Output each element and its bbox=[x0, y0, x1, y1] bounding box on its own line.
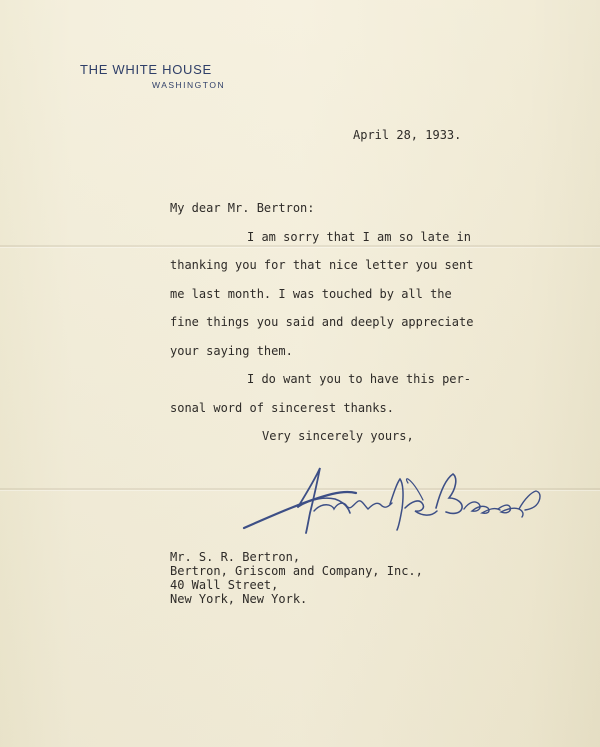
address-line: New York, New York. bbox=[170, 592, 308, 606]
address-line: Mr. S. R. Bertron, bbox=[170, 550, 301, 564]
signature-stroke bbox=[407, 479, 424, 500]
letterhead bbox=[80, 62, 260, 92]
signature-stroke bbox=[436, 474, 462, 513]
signature bbox=[240, 465, 550, 535]
body-line: me last month. I was touched by all the bbox=[170, 287, 452, 301]
closing: Very sincerely yours, bbox=[262, 429, 414, 443]
letterhead-location: WASHINGTON bbox=[152, 80, 226, 90]
body-line: I am sorry that I am so late in bbox=[247, 230, 471, 244]
signature-stroke bbox=[314, 501, 392, 511]
paper-fold-line bbox=[0, 245, 600, 247]
body-line: your saying them. bbox=[170, 344, 293, 358]
signature-stroke bbox=[464, 502, 500, 513]
body-line: I do want you to have this per- bbox=[247, 372, 471, 386]
address-line: Bertron, Griscom and Company, Inc., bbox=[170, 564, 423, 578]
signature-stroke bbox=[405, 501, 437, 515]
letterhead-name: THE WHITE HOUSE bbox=[80, 62, 212, 77]
body-line: thanking you for that nice letter you sent bbox=[170, 258, 474, 272]
letter-date: April 28, 1933. bbox=[353, 128, 462, 142]
salutation: My dear Mr. Bertron: bbox=[170, 201, 315, 215]
body-line: sonal word of sincerest thanks. bbox=[170, 401, 394, 415]
signature-stroke bbox=[390, 479, 403, 530]
address-line: 40 Wall Street, bbox=[170, 578, 279, 592]
signature-stroke bbox=[244, 492, 356, 528]
body-line: fine things you said and deeply appreciate bbox=[170, 315, 474, 329]
signature-stroke bbox=[498, 505, 523, 517]
signature-stroke bbox=[519, 491, 540, 510]
